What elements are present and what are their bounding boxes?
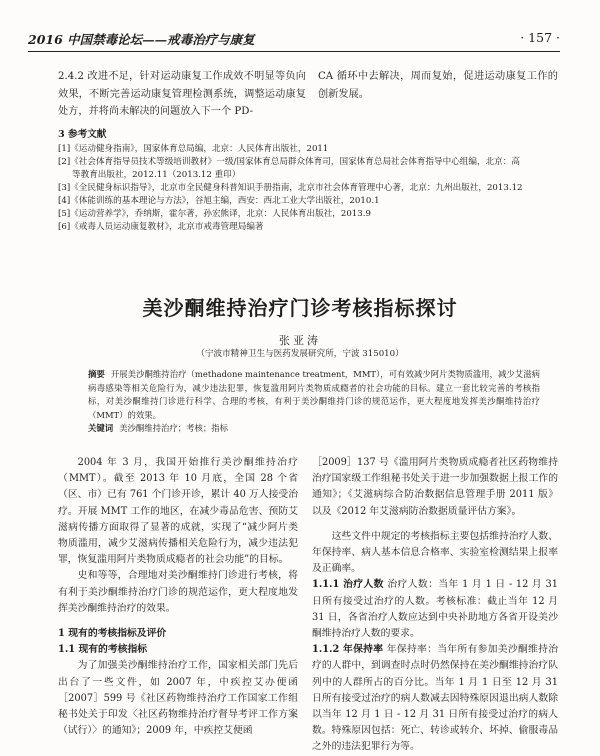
keywords-label: 关键词 [88, 423, 114, 434]
article-author: 张亚涛 [279, 334, 321, 347]
header-rule [28, 51, 560, 52]
subsection-heading: 1.1 现有的考核指标 [58, 644, 148, 656]
body-paragraph: 史和等等，合理地对美沙酮维持门诊进行考核，将有利于美沙酮维持治疗门诊的规范运作，更大程度地发挥美沙酮维持治疗的效果。 [58, 570, 298, 614]
body-paragraph: 为了加强美沙酮维持治疗工作，国家相关部门先后出台了一些文件，如 2007 年，中疾控艾办便函［2007］599 号《社区药物维持治疗工作国家工作组秘书处关于印发〈社区药物维持治疗督导考评工作方案（试行）〉的通知》；2009 年，中疾控艾便函 [58, 660, 298, 737]
reference-item: [3]《全民健身标识指导》，北京市全民健身科普知识手册指南，北京市社会体育管理中心著，北京：九州出版社，2013.12 [58, 183, 523, 193]
top-right-paragraph: CA 循环中去解决，周而复始，促进运动康复工作的创新发展。 [318, 71, 558, 100]
abstract-block [88, 368, 540, 436]
running-header [28, 30, 560, 50]
author-affiliation: （宁波市精神卫生与医药发展研究所，宁波 315010） [196, 349, 404, 359]
body-paragraph: 1.1.1 治疗人数 治疗人数：当年 1 月 1 日 - 12 月 31 日所有接受过治疗的人数。考核标准：截止当年 12 月 31 日，各省治疗人数应达到中央补助地方各省开设美沙酮维持治疗人数的要求。 [312, 579, 559, 640]
top-left-paragraph: 2.4.2 改进不足，针对运动康复工作成效不明显等负向效果，不断完善运动康复管理检测系统，调整运动康复处方，并将尚未解决的问题放入下一个 PD- [58, 71, 306, 118]
reference-item: [1]《运动健身指南》，国家体育总局编，北京：人民体育出版社，2011 [58, 144, 329, 154]
keywords [88, 422, 540, 436]
reference-item: [6]《戒毒人员运动康复教材》，北京市戒毒管理局编著 [58, 222, 264, 232]
reference-item: [2]《社会体育指导员技术等级培训教材》一级/国家体育总局群众体育司，国家体育总局社会体育指导中心组编，北京：高 [58, 157, 520, 167]
references-heading: 3 参考文献 [58, 129, 107, 140]
reference-item: [4]《体能训练的基本理论与方法》，谷旭主编，西安：西北工业大学出版社，2010.1 [58, 196, 380, 206]
abstract-label: 摘要 [88, 369, 105, 379]
body-paragraph: 1.1.2 年保持率 年保持率：当年所有参加美沙酮维持治疗的人群中，到调查时点时仍然保持在美沙酮维持治疗队列中的人群所占的百分比。当年 1 月 1 日至 12 月 31 日所有接受过治疗的病人数减去因特殊原因退出病人数除以当年 12 月 1 日 - 12 月 31 日所有接受过治疗的病人数。特殊原因包括：死亡、转诊或转介、坏掉、偷服毒品之外的违法犯罪行为等。 [312, 644, 559, 753]
left-body-column [58, 455, 298, 739]
journal-title: 2016 中国禁毒论坛——戒毒治疗与康复 [28, 32, 255, 47]
body-paragraph: 这些文件中规定的考核指标主要包括维持治疗人数、年保持率、病人基本信息合格率、实验室检测结果上报率及正确率。 [312, 530, 558, 575]
reference-item: [5]《运动营养学》，乔纳斯，霍尔著，孙宏熊译，北京：人民体育出版社，2013.9 [58, 209, 371, 219]
abstract-text: 开展美沙酮维持治疗（methadone maintenance treatment，MMT），可有效减少阿片类物质滥用，减少艾滋病病毒感染等相关危险行为，减少违法犯罪，恢复滥用阿片类物质成瘾者的社会功能的目标。建立一套比较完善的考核指标，对美沙酮维持门诊进行科学、合理的考核，有利于美沙酮维持门诊的规范运作，更大程度地发挥美沙酮维持治疗（MMT）的效果。 [88, 369, 540, 420]
section-heading: 1 现有的考核指标及评价 [58, 628, 167, 640]
right-body-column [312, 455, 558, 756]
article-title: 美沙酮维持治疗门诊考核指标探讨 [142, 296, 458, 320]
keywords-text: 美沙酮维持治疗；考核；指标 [119, 423, 228, 434]
abstract [88, 368, 540, 422]
subsection-label: 1.1.1 治疗人数 [312, 579, 384, 591]
subsection-label: 1.1.2 年保持率 [312, 644, 384, 656]
body-paragraph: ［2009］137 号《滥用阿片类物质成瘾者社区药物维持治疗国家级工作组秘书处关于进一步加强数据上报工作的通知》；《艾滋病综合防治数据信息管理手册 2011 版》以及《2012 年艾滋病防治数据质量评估方案》。 [312, 457, 558, 517]
body-paragraph: 2004 年 3 月，我国开始推行美沙酮维持治疗（MMT）。截至 2013 年 10 月底，全国 28 个省（区、市）已有 761 个门诊开诊，累计 40 万人接受治疗。开展 MMT 工作的地区，在减少毒品危害、预防艾滋病传播方面取得了显著的成就，实现了“减少阿片类物质滥用，减少艾滋病传播相关危险行为，减少违法犯罪，恢复滥用阿片类物质成瘾者的社会功能”的目标。 [58, 457, 298, 566]
references-section [58, 128, 558, 234]
reference-item-continuation: 等教育出版社，2012.11（2013.12 重印） [72, 170, 241, 180]
page-number: · 157 · [520, 30, 560, 45]
